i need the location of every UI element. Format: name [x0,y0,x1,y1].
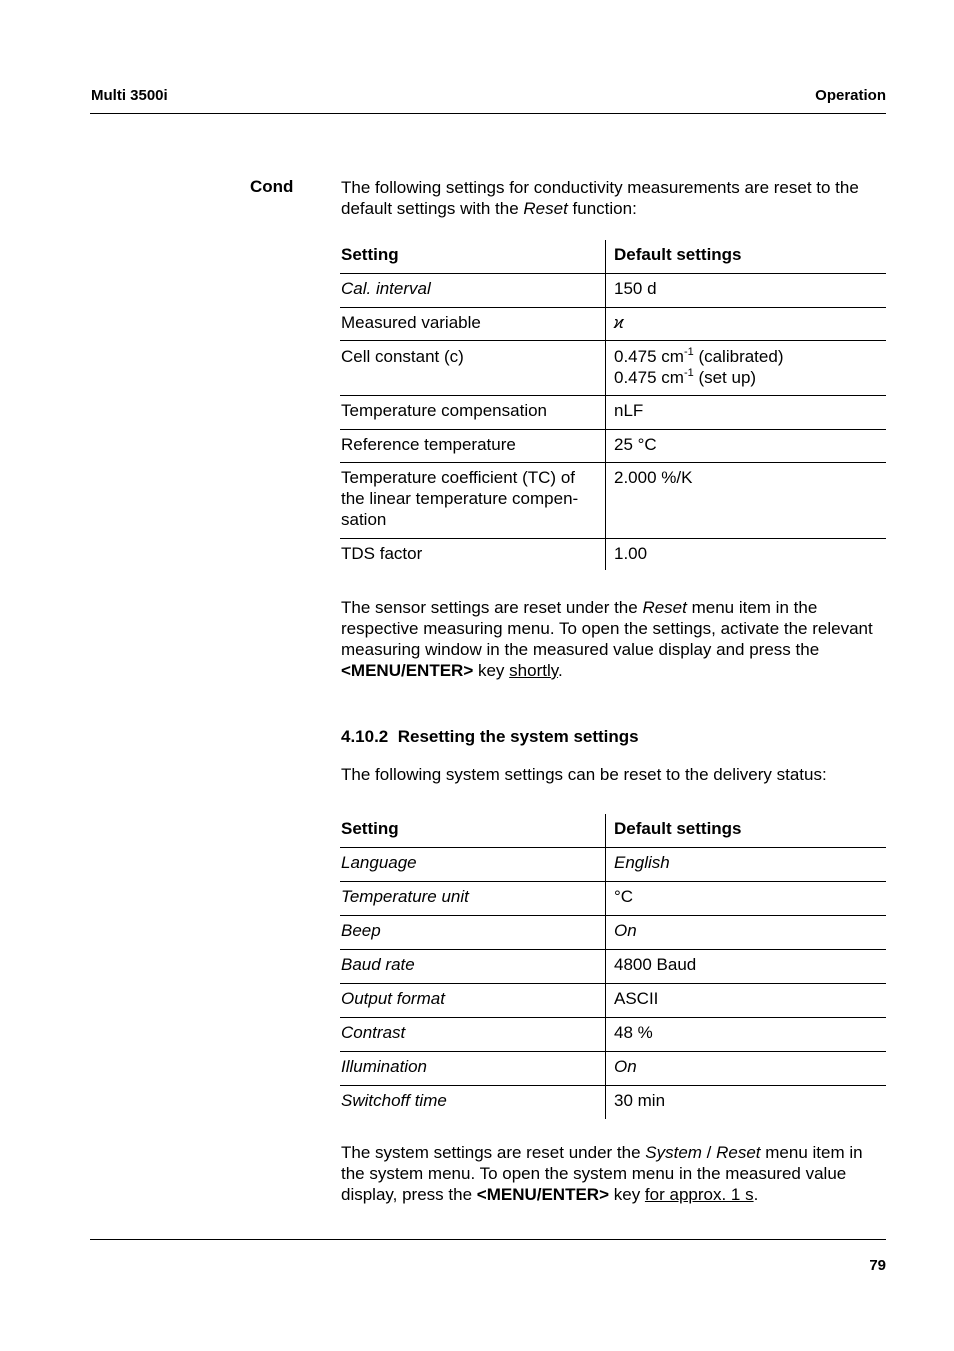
header-setting: Setting [341,819,399,838]
sensor-reset-paragraph [341,597,889,681]
para-text: The system settings are reset under the [341,1143,646,1162]
page-number: 79 [869,1257,886,1274]
para-text: key [473,661,510,680]
setting-value: °C [606,881,887,915]
intro-paragraph [341,177,889,219]
para-text: / [701,1143,717,1162]
header-default: Default settings [606,240,887,273]
setting-value: On [606,1051,887,1085]
label-line: the linear temperature compen- [341,488,579,508]
header-setting: Setting [341,245,399,264]
setting-value: 48 % [606,1017,887,1051]
setting-value: nLF [606,395,887,429]
setting-value [606,340,887,395]
intro-text-end: function: [567,199,637,218]
setting-value: English [606,847,887,881]
setting-label: Temperature compensation [341,400,548,420]
table-row [340,949,886,983]
setting-value: 2.000 %/K [606,462,887,538]
header-rule [90,113,886,114]
setting-label: Language [341,852,417,872]
table-row [340,1051,886,1085]
table-row [340,307,886,340]
system-intro-paragraph: The following system settings can be reset to the delivery status: [341,765,827,784]
setting-value: 4800 Baud [606,949,887,983]
menu-enter-key: <MENU/ENTER> [341,661,474,680]
table-row [340,462,886,538]
para-text: menu item in the system menu. To open the system menu in the measured value display, press the [341,1143,863,1204]
table-row [340,1085,886,1119]
setting-label: Cell constant (c) [341,346,464,366]
running-header-chapter: Operation [815,87,886,104]
emphasis-shortly: shortly [509,661,558,680]
label-line: Temperature coefficient (TC) of [341,467,575,487]
para-text: The sensor settings are reset under the [341,598,643,617]
para-text: menu item in the respective measuring menu. To open the settings, activate the relevant measuring window in the measured value display and press the [341,598,873,659]
system-settings-table [340,814,886,1119]
intro-reset-term: Reset [523,199,568,218]
value-exponent: -1 [683,366,694,379]
para-text: key [609,1185,645,1204]
setting-label: Temperature unit [341,886,469,906]
reset-term: Reset [642,598,687,617]
setting-label: Baud rate [341,954,415,974]
reset-term: Reset [716,1143,761,1162]
setting-value: On [606,915,887,949]
table-header-row [340,814,886,847]
setting-value: 25 °C [606,429,887,462]
setting-label: Beep [341,920,381,940]
setting-label: Illumination [341,1056,427,1076]
cell-constant-setup [614,367,886,388]
section-heading [341,727,639,747]
setting-label: Reference temperature [341,434,516,454]
setting-value: ASCII [606,983,887,1017]
value-note: (calibrated) [693,346,784,366]
setting-value: 150 d [606,273,887,307]
setting-value: 30 min [606,1085,887,1119]
table-header-row [340,240,886,273]
label-line: sation [341,509,387,529]
setting-value: 1.00 [606,538,887,570]
intro-text: The following settings for conductivity measurements are reset to the default settings with the [341,178,859,218]
table-row [340,881,886,915]
table-row [340,340,886,395]
value-base: 0.475 cm [614,367,684,387]
para-text: . [753,1185,759,1204]
menu-enter-key: <MENU/ENTER> [476,1185,610,1204]
table-row [340,273,886,307]
setting-label: Contrast [341,1022,406,1042]
table-row [340,915,886,949]
cond-settings-table [340,240,886,570]
system-reset-paragraph [341,1142,889,1205]
emphasis-duration: for approx. 1 s [644,1185,754,1204]
header-default: Default settings [606,814,887,847]
table-row [340,983,886,1017]
running-header-product: Multi 3500i [91,87,168,104]
table-row [340,429,886,462]
footer-rule [90,1239,886,1240]
value-note: (set up) [693,367,757,387]
table-row [340,847,886,881]
section-number: 4.10.2 [341,727,389,746]
setting-label: TDS factor [341,543,423,563]
cell-constant-calibrated [614,346,886,367]
kappa-symbol: ϰ [606,307,887,340]
setting-label: Measured variable [341,312,481,332]
setting-label [340,462,606,538]
para-text: . [557,661,563,680]
table-row [340,538,886,570]
side-heading-cond: Cond [250,177,294,196]
setting-label: Cal. interval [341,278,431,298]
section-title: Resetting the system settings [397,727,639,746]
table-row [340,1017,886,1051]
setting-label: Output format [341,988,445,1008]
system-term: System [645,1143,702,1162]
value-exponent: -1 [683,345,694,358]
setting-label: Switchoff time [341,1090,447,1110]
value-base: 0.475 cm [614,346,684,366]
table-row [340,395,886,429]
